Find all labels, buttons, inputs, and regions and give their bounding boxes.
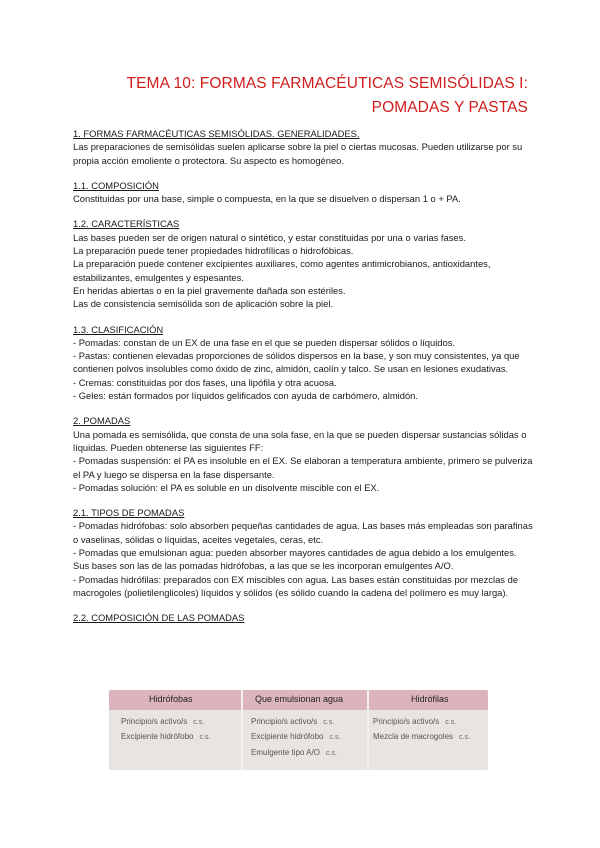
- column-divider: [241, 690, 243, 770]
- cell-text: Principio/s activo/s: [251, 717, 318, 726]
- cell-qty: c.s.: [329, 734, 341, 741]
- section-heading: 2.2. COMPOSICIÓN DE LAS POMADAS: [73, 612, 245, 624]
- table-cell: [373, 732, 470, 741]
- paragraph: La preparación puede contener excipientes auxiliares, como agentes antimicrobianos, antioxidantes, estabilizantes, emulgentes y espesantes.: [73, 258, 491, 283]
- list-item: - Pastas: contienen elevadas proporciones de sólidos dispersos en la base, y son muy consistentes, ya que contienen polvos insolubles como óxido de zinc, almidón, caolín y talco. Se usan en lesiones exudativas.: [73, 350, 520, 375]
- cell-text: Excipiente hidrófobo: [121, 732, 194, 741]
- section-heading: 1.3. CLASIFICACIÓN: [73, 323, 164, 335]
- table-cell: [251, 732, 340, 741]
- cell-qty: c.s.: [193, 719, 205, 726]
- section-generalidades: [73, 127, 535, 167]
- cell-qty: c.s.: [325, 750, 337, 757]
- section-heading: 1.1. COMPOSICIÓN: [73, 179, 159, 191]
- cell-text: Principio/s activo/s: [373, 717, 440, 726]
- table-cell: [251, 748, 337, 757]
- section-heading: 1. FORMAS FARMACÉUTICAS SEMISÓLIDAS. GENERALIDADES.: [73, 128, 360, 139]
- table-header-hidrofilas: Hidrófilas: [411, 694, 449, 704]
- paragraph: Las de consistencia semisólida son de aplicación sobre la piel.: [73, 298, 334, 310]
- composition-table-image: [109, 690, 488, 770]
- column-divider: [367, 690, 369, 770]
- title-line-1: TEMA 10: FORMAS FARMACÉUTICAS SEMISÓLIDAS I:: [126, 75, 528, 92]
- paragraph: Las preparaciones de semisólidas suelen aplicarse sobre la piel o ciertas mucosas. Pueden utilizarse por su propia acción emoliente o protectora. Su aspecto es homogéneo.: [73, 141, 523, 166]
- cell-qty: c.s.: [445, 719, 457, 726]
- section-heading: 1.2. CARACTERÍSTICAS: [73, 218, 180, 230]
- paragraph: Constituidas por una base, simple o compuesta, en la que se disuelven o dispersan 1 o + PA.: [73, 193, 461, 205]
- table-header-emulsionan: Que emulsionan agua: [255, 694, 344, 704]
- page-title: [127, 72, 528, 120]
- paragraph: Las bases pueden ser de origen natural o sintético, y estar constituidas por una o varias fases.: [73, 231, 466, 243]
- table-cell: [373, 717, 456, 726]
- section-tipos-pomadas: [73, 506, 535, 599]
- paragraph: En heridas abiertas o en la piel gravemente dañada son estériles.: [73, 284, 346, 296]
- cell-qty: c.s.: [459, 734, 470, 741]
- table-cell: [251, 717, 334, 726]
- section-caracteristicas: [73, 217, 535, 310]
- title-line-2: POMADAS Y PASTAS: [371, 99, 528, 116]
- list-item: - Pomadas hidrófobas: solo absorben pequeñas cantidades de agua. Las bases más empleadas son parafinas o vaselinas, sólidas o líquidas, aceites vegetales, ceras, etc.: [73, 520, 533, 545]
- section-pomadas: [73, 414, 535, 494]
- cell-text: Excipiente hidrófobo: [251, 732, 324, 741]
- section-heading: 2. POMADAS: [73, 415, 131, 427]
- table-cell: [121, 732, 210, 741]
- cell-text: Mezcla de macrogoles: [373, 732, 454, 741]
- list-item: - Pomadas suspensión: el PA es insoluble en el EX. Se elaboran a temperatura ambiente, primero se pulveriza el PA y luego se dispersa en la fase dispersante.: [73, 455, 533, 480]
- section-heading: 2.1. TIPOS DE POMADAS: [73, 507, 185, 519]
- cell-text: Emulgente tipo A/O: [251, 748, 320, 757]
- table-header-hidrofobas: Hidrófobas: [149, 694, 193, 704]
- list-item: - Pomadas que emulsionan agua: pueden absorber mayores cantidades de agua debido a los emulgentes. Sus bases son las de las pomadas hidrófobas, a las que se les incorporan emulgentes A/O.: [73, 547, 517, 572]
- paragraph: La preparación puede tener propiedades hidrofílicas o hidrofóbicas.: [73, 245, 354, 257]
- cell-qty: c.s.: [323, 719, 335, 726]
- list-item: - Pomadas solución: el PA es soluble en un disolvente miscible con el EX.: [73, 481, 380, 493]
- table-cell: [121, 717, 204, 726]
- paragraph: Una pomada es semisólida, que consta de una sola fase, en la que se pueden dispersar sustancias sólidas o líquidas. Pueden obtenerse las siguientes FF:: [73, 428, 527, 453]
- section-composicion-pomadas: [73, 611, 535, 624]
- list-item: - Pomadas: constan de un EX de una fase en el que se pueden dispersar sólidos o líquidos.: [73, 336, 456, 348]
- section-clasificacion: [73, 323, 535, 403]
- list-item: - Cremas: constituidas por dos fases, una lipófila y otra acuosa.: [73, 376, 337, 388]
- document-body: [73, 127, 535, 637]
- cell-qty: c.s.: [199, 734, 211, 741]
- list-item: - Geles: están formados por líquidos gelificados con ayuda de carbómero, almidón.: [73, 390, 418, 402]
- section-composicion: [73, 179, 535, 206]
- cell-text: Principio/s activo/s: [121, 717, 188, 726]
- list-item: - Pomadas hidrófilas: preparados con EX miscibles con agua. Las bases están constituidas por mezclas de macrogoles (polietilenglicoles) líquidos y sólidos (es sólido cuando la cadena del polímero es muy larga).: [73, 573, 519, 598]
